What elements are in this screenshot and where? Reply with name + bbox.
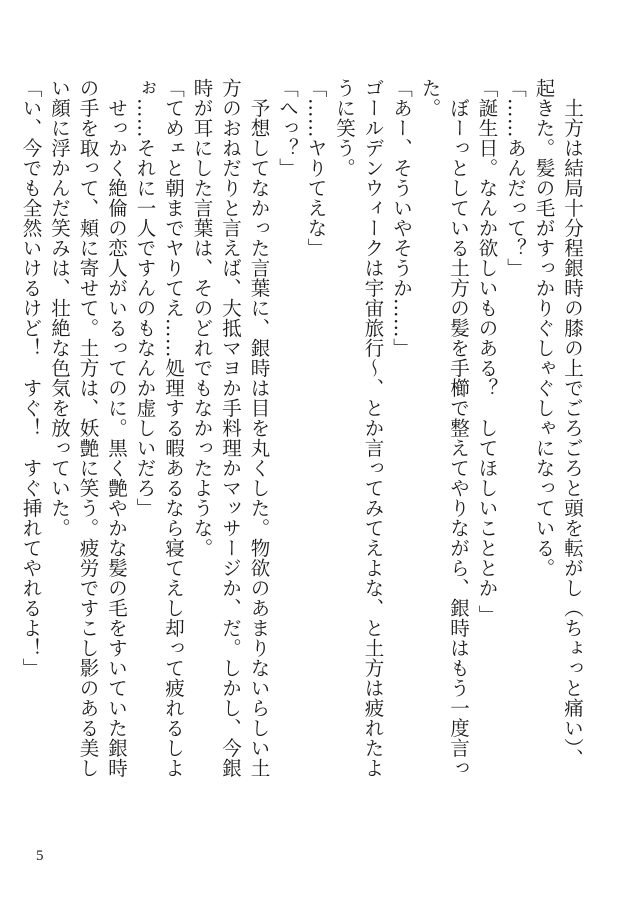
dialogue-line: 「……あんだって？」 xyxy=(504,78,527,278)
dialogue-line: 「……ヤりてえな」 xyxy=(304,78,328,258)
dialogue-line: 「あー、そういやそうか……」 xyxy=(390,78,413,358)
paragraph: ぼーっとしている土方の髪を手櫛で整えてやりながら、銀時はもう一度言った。 xyxy=(418,78,470,778)
paragraph: 予想してなかった言葉に、銀時は目を丸くした。物欲のあまりないらしい土方のおねだりと言えば、大抵マヨか手料理かマッサージか、だ。しかし、今銀時が耳にした言葉は、そのどれでもなかったような。 xyxy=(190,78,271,778)
vertical-body-text xyxy=(19,78,586,778)
dialogue-line: 「い、今でも全然いけるけど！ すぐ！ すぐ挿れてやれるよ！」 xyxy=(19,78,43,678)
paragraph: ゴールデンウィークは宇宙旅行～、とか言ってみてえよな、と土方は疲れたように笑う。 xyxy=(333,78,385,778)
page-number: 5 xyxy=(36,848,44,864)
paragraph: 土方は結局十分程銀時の膝の上でごろごろと頭を転がし（ちょっと痛い）、起きた。髪の毛がすっかりぐしゃぐしゃになっている。 xyxy=(532,78,584,768)
dialogue-line: 「誕生日。なんか欲しいものある？ してほしいこととか 」 xyxy=(475,78,499,625)
paragraph: せっかく絶倫の恋人がいるってのに。黒く艶やかな髪の毛をすいていた銀時の手を取って、頬に寄せて。土方は、妖艶に笑う。疲労ですこし影のある美しい顔に浮かんだ笑みは、壮絶な色気を放っていた。 xyxy=(48,78,128,778)
dialogue-line: 「てめェと朝までヤりてえ……処理する暇あるなら寝てえし却って疲れるしよぉ……それに一人ですんのもなんか虚しいだろ」 xyxy=(133,78,185,778)
dialogue-line: 「へっ？」 xyxy=(276,78,299,178)
